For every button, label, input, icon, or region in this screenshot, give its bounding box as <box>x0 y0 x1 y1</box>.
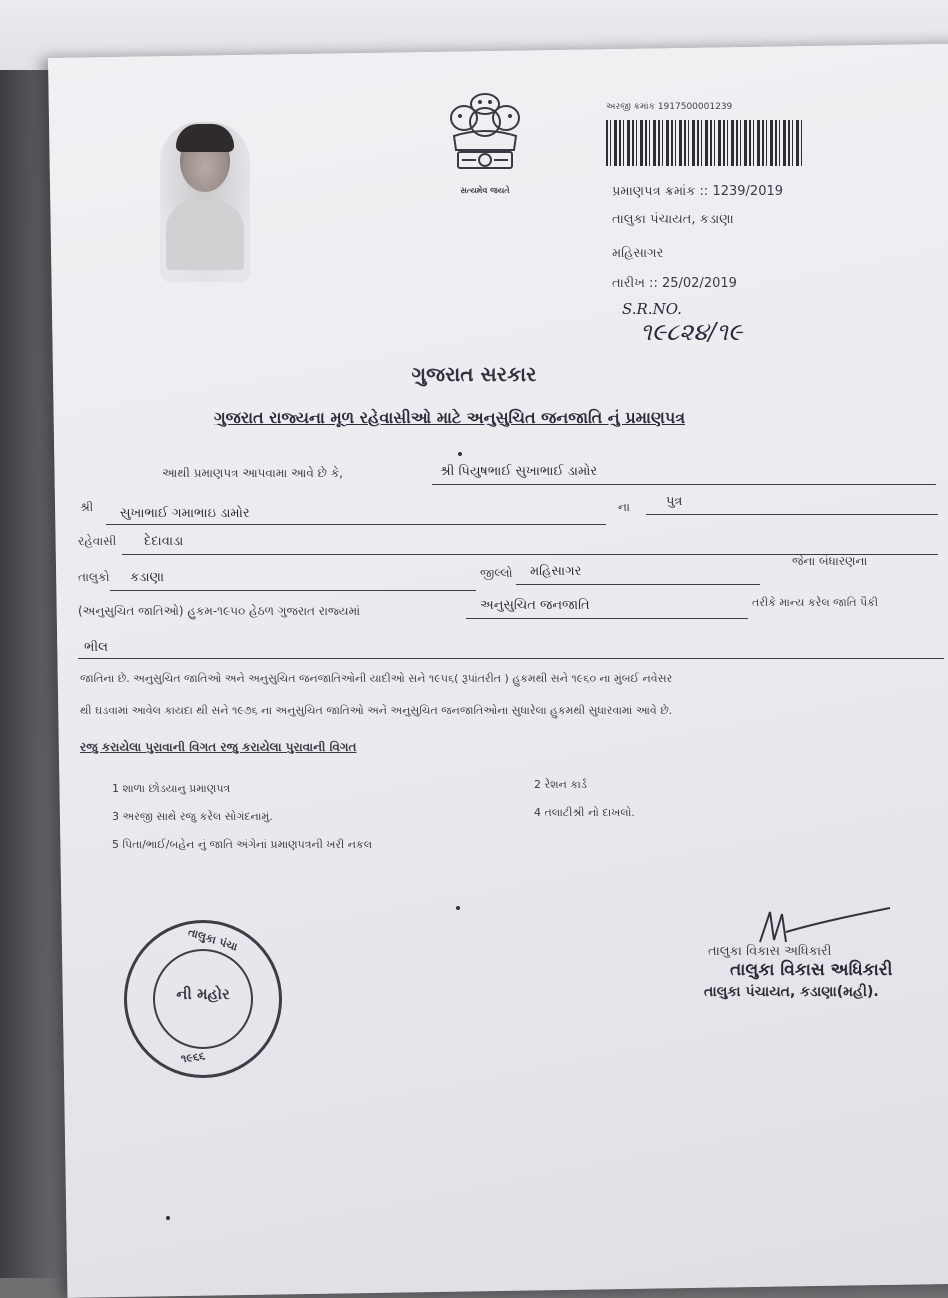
constitution-text: જેના બંધારણના <box>792 554 868 568</box>
applicant-name: શ્રી પિયુષભાઈ સુખાભાઈ ડામોર <box>440 464 598 479</box>
seal-center-text: ની મહોર <box>176 985 230 1003</box>
handwritten-serial-label: S.R.NO. <box>622 300 682 318</box>
category-value: અનુસુચિત જનજાતિ <box>480 598 590 613</box>
signatory-stamp-line2: તાલુકા પંચાયત, કડાણા(મહી). <box>704 984 879 1000</box>
decorative-dot <box>166 1216 170 1220</box>
shri-label: શ્રી <box>80 500 94 514</box>
application-number-value: 1917500001239 <box>657 102 733 112</box>
official-seal <box>124 920 282 1078</box>
evidence-item: 5 પિતા/ભાઈ/બહેન નું જાતિ અંગેનાં પ્રમાણપત્રની ખરી નકલ <box>112 838 373 851</box>
order-text: (અનુસુચિત જાતિઓ) હુકમ-૧૯૫૦ હેઠળ ગુજરાત રાજ્યમાં <box>78 604 361 618</box>
evidence-heading: રજુ કરાયેલા પુરાવાની વિગત રજુ કરાયેલા પુરાવાની વિગત <box>80 740 357 754</box>
field-underline <box>516 584 760 585</box>
decorative-dot <box>456 906 460 910</box>
field-underline <box>106 524 606 525</box>
issue-date-label: તારીખ :: <box>612 276 658 291</box>
field-underline <box>78 658 944 659</box>
barcode <box>606 120 802 166</box>
intro-text: આથી પ્રમાણપત્ર આપવામા આવે છે કે, <box>162 466 343 480</box>
issuing-district: મહિસાગર <box>612 246 664 261</box>
applicant-photo <box>160 122 250 282</box>
handwritten-serial-number: ૧૯૮૨૪/૧૯ <box>640 318 743 346</box>
relation-value: પુત્ર <box>666 494 683 509</box>
evidence-item: 3 અરજી સાથે રજુ કરેલ સોગંદનામું. <box>112 810 273 823</box>
evidence-item: 4 તલાટીશ્રી નો દાખલો. <box>534 806 635 819</box>
signatory-stamp-line1: તાલુકા વિકાસ અધિકારી <box>730 960 893 980</box>
certificate-number-value: 1239/2019 <box>712 184 784 199</box>
na-label: ના <box>618 500 630 514</box>
issue-date <box>612 276 737 291</box>
application-number-label: અરજી ક્રમાંક <box>606 102 655 112</box>
application-number <box>606 102 732 112</box>
emblem-caption: સત્યમેવ જયતે <box>460 186 510 195</box>
issuing-office: તાલુકા પંચાયત, કડાણા <box>612 212 734 227</box>
legal-paragraph-line2: થી ઘડવામાં આવેલ કાયદા થી સને ૧૯૭૬ ના અનુસુચિત જાતિઓ અને અનુસુચિત જનજાતિઓના સુધારેલા હુકમથી સુધારવામાં આવે છે. <box>80 704 673 717</box>
signatory-title: તાલુકા વિકાસ અધિકારી <box>708 944 832 959</box>
resident-label: રહેવાસી <box>78 534 117 548</box>
evidence-item: 2 રેશન કાર્ડ <box>534 778 587 791</box>
field-underline <box>466 618 748 619</box>
certificate-subtitle: ગુજરાત રાજ્યના મૂળ રહેવાસીઓ માટે અનુસુચિત જનજાતિ નું પ્રમાણપત્ર <box>214 408 686 427</box>
page-title: ગુજરાત સરકાર <box>411 362 537 386</box>
district-label: જીલ્લો <box>480 566 513 580</box>
seal-ring-top: તાલુકા પંચા <box>186 925 240 954</box>
seal-ring-bottom: ૧૯૬૬ <box>180 1049 206 1066</box>
taluka-label: તાલુકો <box>78 570 110 584</box>
field-underline <box>110 590 476 591</box>
district-value: મહિસાગર <box>530 564 582 579</box>
legal-paragraph-line1: જાતિના છે. અનુસુચિત જાતિઓ અને અનુસુચિત જનજાતિઓની યાદીઓ સને ૧૯૫૬( રૂપાંતરીત ) હુકમથી સને ૧૯૬૦ ના મુંબઈ નવેસર <box>80 672 673 685</box>
national-emblem-icon <box>440 86 530 186</box>
field-underline <box>432 484 936 485</box>
field-underline <box>646 514 938 515</box>
father-name: સુખાભાઈ ગમાભાઇ ડામોર <box>120 506 250 521</box>
certificate-number <box>612 184 783 199</box>
decorative-dot <box>458 452 462 456</box>
issue-date-value: 25/02/2019 <box>661 276 737 291</box>
certificate-number-label: પ્રમાણપત્ર ક્રમાંક :: <box>612 184 709 199</box>
recognised-text: તરીકે માન્ય કરેલ જાતિ પૈકી <box>752 596 879 609</box>
caste-value: ભીલ <box>84 640 108 655</box>
village-value: દેદાવાડા <box>144 534 184 549</box>
evidence-item: 1 શાળા છોડયાનુ પ્રમાણપત્ર <box>112 782 231 795</box>
taluka-value: કડાણા <box>130 570 165 585</box>
